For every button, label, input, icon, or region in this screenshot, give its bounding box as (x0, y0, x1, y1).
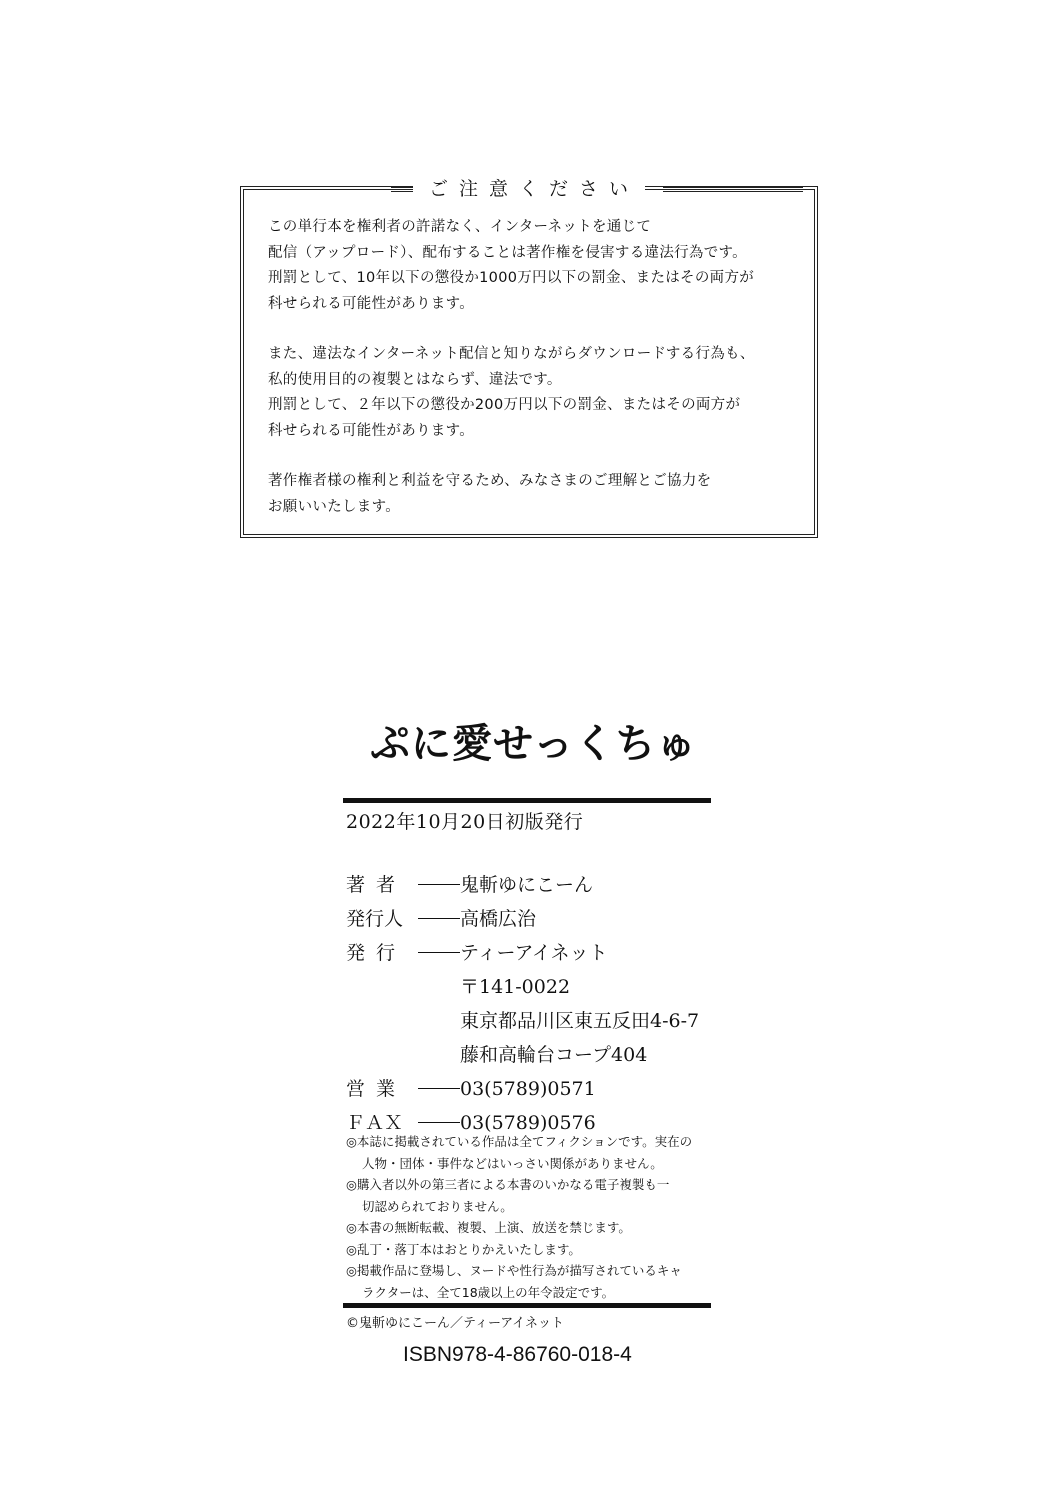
fax-number: 03(5789)0576 (460, 1112, 596, 1134)
copyright-line: ©鬼斬ゆにこーん／ティーアイネット (346, 1316, 565, 1331)
notice-paragraph (268, 469, 803, 520)
author-row (346, 870, 699, 904)
note-line: ◎本書の無断転載、複製、上演、放送を禁じます。 (346, 1220, 631, 1235)
publisher-label: 発行 (346, 942, 407, 964)
notice-line: 科せられる可能性があります。 (268, 422, 475, 439)
fax-label: ＦＡＸ (346, 1112, 404, 1134)
book-title: ぷに愛せっくちゅ (370, 720, 698, 767)
note-line: ◎乱丁・落丁本はおとりかえいたします。 (346, 1241, 581, 1257)
sales-row (346, 1074, 699, 1108)
dash-rule (418, 1088, 460, 1089)
legal-notes (346, 1131, 716, 1303)
author-name: 鬼斬ゆにこーん (460, 874, 594, 896)
notice-line: お願いいたします。 (268, 498, 401, 515)
isbn: ISBN978-4-86760-018-4 (403, 1343, 632, 1366)
note-line: ◎購入者以外の第三者による本書のいかなる電子複製も一 (346, 1177, 670, 1192)
sales-label: 営業 (346, 1078, 407, 1100)
notice-line: この単行本を権利者の許諾なく、インターネットを通じて (268, 219, 652, 235)
dash-rule (418, 918, 460, 919)
publisher-row (346, 938, 699, 972)
postal-code: 〒141-0022 (460, 976, 571, 998)
edition-date: 2022年10月20日初版発行 (346, 811, 584, 833)
author-label: 著者 (346, 874, 407, 896)
note-line: ◎本誌に掲載されている作品は全てフィクションです。実在の (346, 1134, 693, 1149)
address-line-2: 藤和高輪台コープ404 (460, 1044, 648, 1066)
title-rule (343, 798, 711, 803)
notice-paragraph (268, 215, 803, 317)
publisher-person-row (346, 904, 699, 938)
address-line-1: 東京都品川区東五反田4-6-7 (460, 1010, 700, 1032)
notice-line: また、違法なインターネット配信と知りながらダウンロードする行為も、 (268, 346, 755, 362)
publication-info (346, 870, 699, 1142)
notice-line: 刑罰として、２年以下の懲役か200万円以下の罰金、またはその両方が (268, 397, 741, 413)
dash-rule (418, 884, 460, 885)
notice-line: 私的使用目的の複製とはならず、違法です。 (268, 371, 562, 388)
notice-line: 著作権者様の権利と利益を守るため、みなさまのご理解とご協力を (268, 473, 712, 489)
note-line: ◎掲載作品に登場し、ヌードや性行為が描写されているキャ (346, 1263, 682, 1278)
notice-body (268, 215, 803, 520)
dash-rule (418, 952, 460, 953)
note-line: 人物・団体・事件などはいっさい関係がありません。 (362, 1155, 663, 1171)
note-line: ラクターは、全て18歳以上の年令設定です。 (362, 1284, 615, 1300)
notice-paragraph (268, 342, 803, 444)
footer-rule (343, 1303, 711, 1308)
sales-phone: 03(5789)0571 (460, 1078, 596, 1100)
notice-title: ご注意ください (241, 174, 817, 201)
notice-line: 刑罰として、10年以下の懲役か1000万円以下の罰金、またはその両方が (268, 270, 755, 286)
dash-rule (418, 1122, 460, 1123)
note-line: 切認められておりません。 (362, 1198, 513, 1214)
publisher-person-name: 高橋広治 (460, 908, 537, 930)
notice-line: 配信（アップロード）、配布することは著作権を侵害する違法行為です。 (268, 244, 747, 261)
publisher-name: ティーアイネット (460, 942, 608, 964)
notice-line: 科せられる可能性があります。 (268, 295, 475, 312)
publisher-person-label: 発行人 (346, 908, 404, 930)
copyright-notice-box (240, 178, 818, 538)
